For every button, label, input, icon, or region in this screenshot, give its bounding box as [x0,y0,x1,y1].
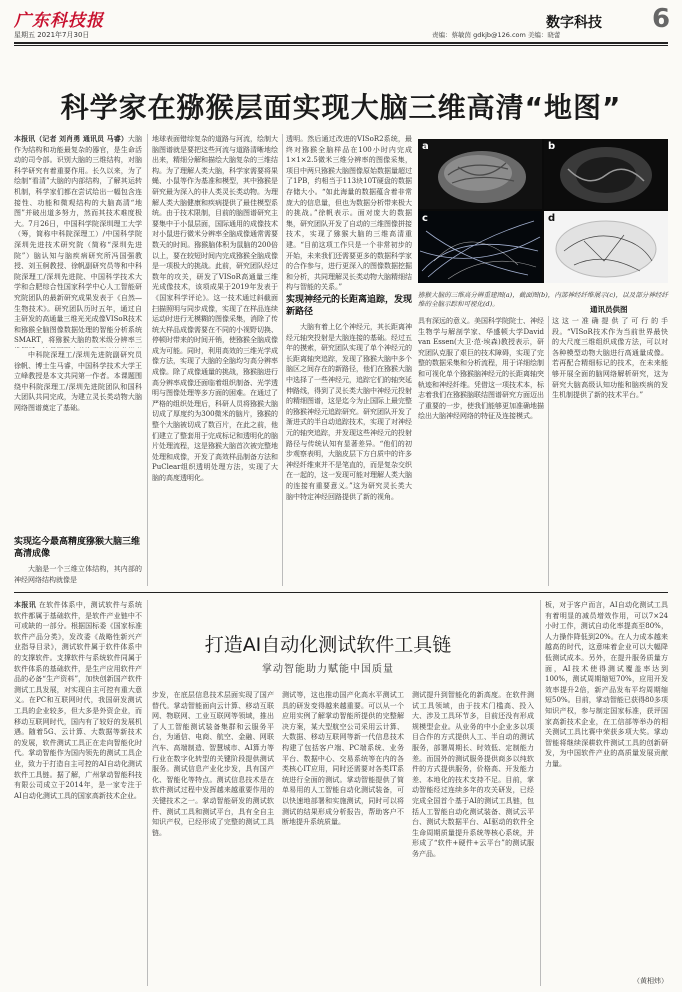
column-divider [548,316,549,586]
article1-byline: 本报讯（记者 刘肖勇 通讯员 马睿） [14,135,128,143]
article1-col4-text: 具有深远的意义。美国科学院院士、神经生物学与解剖学家、华盛顿大学David van Essen(大卫·范·埃森)教授表示，研究团队克服了艰巨的技术障碍，实现了完整的数据采集和分析流程，用于详细绘制和可视化单个猕猴脑神经元的长距离轴突轨迹和神经纤维。凭借这一项技术本，标志着我们在猕猴脑联结图谱研究方面迈出了重要的一步，使我们能够更加准确地描绘出大脑神经网络的特征及连接模式。 [418,317,544,421]
figure-label-b: b [548,141,556,152]
article1-col5-text: 这这一准确提供了可行的手段。“VISoR技术作为当前世界最快的大尺度三维组织成像方法，可以对各种模型动物大脑进行高通量成像。若再配合精细标记的技术，在未来能够开展全面的脑网络解析研究，这为研究大脑高级认知功能和脑疾病的发生机制提供了新的技术平台。” [552,317,668,400]
article1-subhead2: 实现神经元的长距离追踪，发现新路径 [286,295,412,317]
article-separator [14,592,668,593]
article2-byline: 本报讯 [14,601,37,609]
figure-panel-b [544,139,668,209]
article2-signoff: （黄相炜） [633,977,668,985]
masthead: 广东科技报 [14,11,104,31]
article1-col5 [552,316,668,586]
article1-col1-para2: 中科院深理工/深圳先进院副研究员徐帆、博士生马睿，中国科学技术大学王立峰教授是本文共同第一作者。本课题围绕中科院深理工/深圳先进院团队和国科大团队共同完成，为建立灵长类动物大脑网络图谱奠定了基础。 [14,351,142,412]
figure-caption: 猕猴大脑的三维高分辨重建图(a)，截面图(b)，内部神经纤维展示(c)，以及部分神经纤维的全脑示踪和可视化(d)。 [418,291,668,308]
column-divider [147,134,148,586]
column-divider [540,600,541,986]
figure-label-c: c [422,213,428,224]
figure-panel-c [418,211,542,283]
article2-col1 [14,600,142,986]
article2-col5: 板，对于客户而言，AI自动化测试工具有着明显的减员增效作用，可以7×24小时工作，测试自动化率提高至80%，人力操作降低到20%。在人力成本越来越高的时代，这意味着企业可以大幅降低测试成本。另外，在提升服务质量方面，AI技术使得测试覆盖率达到100%，测试周期缩短70%，应用开发效率提升2倍，新产品发布平均周期缩短50%。目前，掌动智能已获得80多项知识产权，参与制定国家标准，获评国家高新技术企业，在工信部等举办的相关测试工具比赛中荣获多项大奖。掌动智能将继续深耕软件测试工具的创新研发，为中国软件产业的高质量发展贡献力量。 [545,601,668,768]
brain-3d-reconstruction-image [418,139,542,209]
article1-subhead1: 实现迄今最高精度猕猴大脑三维高清成像 [14,537,141,559]
article1-col3: 透明。然后通过改进的VISoR2系统，最终对猕猴全脑样品在100小时内完成1×1×2.5微米三维分辨率的图像采集，项目中两只猕猴大脑图像原始数据量超过了1PB，约相当于113块10T硬盘的数据存储大小。“如此海量的数据蕴含着非常庞大的信息量，但也为数据分析带来极大的挑战。”徐帆表示。面对庞大的数据集，研究团队开发了自动的三维图像拼接技术，实现了猕猴大脑的三维高清重建。“目前这项工作只是一个非常初步的开始，未来我们还需要更多的数据科学家的合作参与，进行更深入的图像数据挖掘和分析，共同理解灵长类动物大脑精细结构与智能的关系。” [286,135,412,292]
article1-col2: 地球表面错综复杂的道路与河流，绘制大脑图谱就是要把这些河流与道路清晰地绘出来，精细分解和描绘大脑复杂的三维结构。为了理解人类大脑，科学家需要将果蝇、小鼠等作为基准和模型，其中猕猴是研究最为深入的非人类灵长类动物。为理解人类大脑健康和疾病提供了最佳模型系统。由于技术限制，目前的脑图谱研究主要集中于小鼠层面，国际通用的成像技术对小鼠进行微米分辨率全脑成像通常需要数天的时间。猕猴脑体积为鼠脑的200倍以上，要在较短时间内完成猕猴全脑成像是一项极大的挑战。此前，研究团队经过数年的攻关，研发了VISoR高通量三维光成像技术，该项成果于2019年发表于《国家科学评论》。这一技术通过斜截面扫描照明与同步成像，实现了在样品连续运动时进行无模糊的图像采集，消除了传统大样品成像需要在不同的小视野切换、停顿时带来的时间开销，使猕猴全脑成像成为可能。同时，利用高效的三维光学成像方法，实现了大脑的全脑均匀高分辨率成像。除了成像通量的挑战，猕猴脑进行高分辨率成像还面临着组织制备、光学透明与图像处理等多方面的困难。在通过了严格的组织处理后，科研人员将猕猴大脑切成了厚度约为300微米的脑片，猕猴的整个大脑被切成了数百片，在此之前，他们建立了整套用于完成标记和透明化的脑片处理流程，这是猕猴大脑首次被完整地处理和成像，开发了高效样品制备方法和PuClear组织透明处理方法，实现了大脑的高度透明化。 [152,135,278,482]
figure-label-a: a [422,141,429,152]
article2-col3: 测试等，这也推动国产化高水平测试工具的研发变得越来越重要。可以从一个应用实例了解掌动智能所提供的完整解决方案，某大型航空公司采用云计算、大数据、移动互联网等新一代信息技术构建了包括客户端、PC端系统、业务平台、数据中心、交易系统等在内的各类核心IT应用，同时还需要对各类IT系统进行全面的测试。掌动智能提供了简单易用的人工智能自动化测试装备，可以快速地部署和实施测试，同时可以将测试的结果形成分析报告，帮助客户不断地提升系统质量。 [282,691,404,827]
article2-col4: 测试提升到智能化的新高度。在软件测试工具领域，由于技术门槛高、投入大、涉及工具环节多，目前还没有形成规模型企业。从业务的中小企业多以项目合作的方式提供人工、半自动的测试服务，部署周期长、时效低、定制能力差。而国外的测试服务提供商多以纯软件的方式提供服务，价格高、开发能力差、本地化的技术支持不足。目前，掌动智能经过连续多年的攻关研发，已经完成全国首个基于AI的测试工具链，包括人工智能自动化测试装备、测试云平台、测试大数据平台、AI驱动的软件全生命周期质量提升系统等核心系统，并形成了“软件+硬件+云平台”的测试服务产品。 [412,691,534,858]
article1-col4 [418,316,544,586]
figure-credit: 通讯员供图 [590,305,628,314]
article2-col1-text: 在软件体系中，测试软件与系统软件都属于基础软件，是软件产业链中不可或缺的一部分。根据国标委《国家标准软件产品分类》，发改委《战略性新兴产业指导目录》，测试软件属于软件体系中的支撑软件。支撑软件与系统软件同属于软件体系的基础软件，是生产应用软件产品的必备“生产资料”，加快创新国产软件测试工具发展，对实现自主可控有重大意义。在PC和互联网时代，我国研发测试工具的企业较多，但大多是外资企业，而移动互联网时代，国内有了较好的发展机遇。随着5G、云计算、大数据等新技术的发展，软件测试工具正在走向智能化时代。掌动智能作为国内领先的测试工具企业，致力于打造自主可控的AI自动化测试软件工具链。据了解，广州掌动智能科技有限公司成立于2014年，是一家专注于AI自动化测试工具的国家高新技术企业。 [14,601,142,800]
article1-col1-para3: 大脑是一个三维立体结构，其内部的神经网络结构就像是 [14,565,142,584]
article1-col1 [14,134,142,348]
article1-headline: 科学家在猕猴层面实现大脑三维高清“地图” [60,91,622,124]
column-divider [147,600,148,986]
brain-figure [418,139,668,283]
neuron-tracing-image [544,211,668,283]
article2-col2: 步发，在底层信息技术层面实现了国产替代。掌动智能面向云计算、移动互联网、物联网、工业互联网等领域，推出了人工智能测试装备集群和云服务平台，为通信、电商、航空、金融、网联汽车、高端制造、智慧城市、AI算力等行业在数字化转型的关键阶段提供测试服务。测试信息产业化步发，具有国产化、智能化等特点。测试信息技术是在软件测试过程中发挥越来越重要作用的关键技术之一。掌动智能研发的测试软件、测试工具和测试平台，具有全自主知识产权，已经形成了完整的测试工具链。 [152,691,274,837]
editor-credits: 责编：蔡敏茵 gdkjb@126.com 美编：晓蕾 [432,31,561,39]
figure-panel-d [544,211,668,283]
article2-subhead: 掌动智能助力赋能中国质量 [262,664,394,675]
page-number: 6 [652,4,671,34]
brain-section-image [544,139,668,209]
article1-col1-text: 大脑作为结构和功能最复杂的器官，是生命活动的司令部。识别大脑的三维结构，对脑科学研究有着重要作用。长久以来，为了绘制“看清”大脑的内部结构，了解其运转机制，科学家们都在尝试给出一幅包含连接性、功能和微观结构的大脑高清“地图”并破出道多努力，然而其技术难度极大。7月26日，中国科学院深圳理工大学（筹，简称中科院深理工）/中国科学院深圳先进技术研究院（简称“深圳先进院”）脑认知与脑疾病研究所冯国强教授、刘玉舸教授、徐帆副研究员等和中科院深理工/深圳先进院、中国科学技术大学和合肥综合性国家科学中心人工智能研究院团队的最新研究成果发表于《自然—生物技术》。研究团队历时五年，通过自主研发的高通量三维光光成像VISoR技术和猕猴全脑图像数据处理的智能分析系统SMART，将猕猴大脑的数米级分辨率三 [14,135,142,345]
nerve-fiber-image [418,211,542,283]
article1-col3-para2: 大脑有着上亿个神经元，其长距离神经元轴突投射是大脑连接的基础。经过五年的摸索，研究团队实现了单个神经元的长距离轴突追踪，发现了猕猴大脑中多个脑区之间存在的新路径，他们在猕猴大脑中选择了一些神经元，追踪它们的轴突延伸路线，得到了灵长类大脑中神经元投射的精细图谱，这是迄今为止国际上最完整的猕猴神经元追踪研究。研究团队开发了渐进式的半自动追踪技术，实现了对神经元的轴突追踪，并发现这些神经元的投射路径与传统认知有显著差异。“他们的初步观察表明，大脑皮层下方白质中的许多神经纤维束并不是笔直的，而是复杂交织在一起的，这一发现可能对理解人类大脑的连接有重要意义。”这为研究灵长类大脑中特定神经回路提供了新的视角。 [286,323,412,501]
header-rule-thin [14,45,668,46]
figure-label-d: d [548,213,556,224]
figure-panel-a [418,139,542,209]
section-title: 数字科技 [546,15,602,31]
issue-date: 星期五 2021年7月30日 [14,31,90,39]
column-divider [282,134,283,586]
article2-headline: 打造AI自动化测试软件工具链 [204,634,452,656]
header-rule [14,42,668,44]
